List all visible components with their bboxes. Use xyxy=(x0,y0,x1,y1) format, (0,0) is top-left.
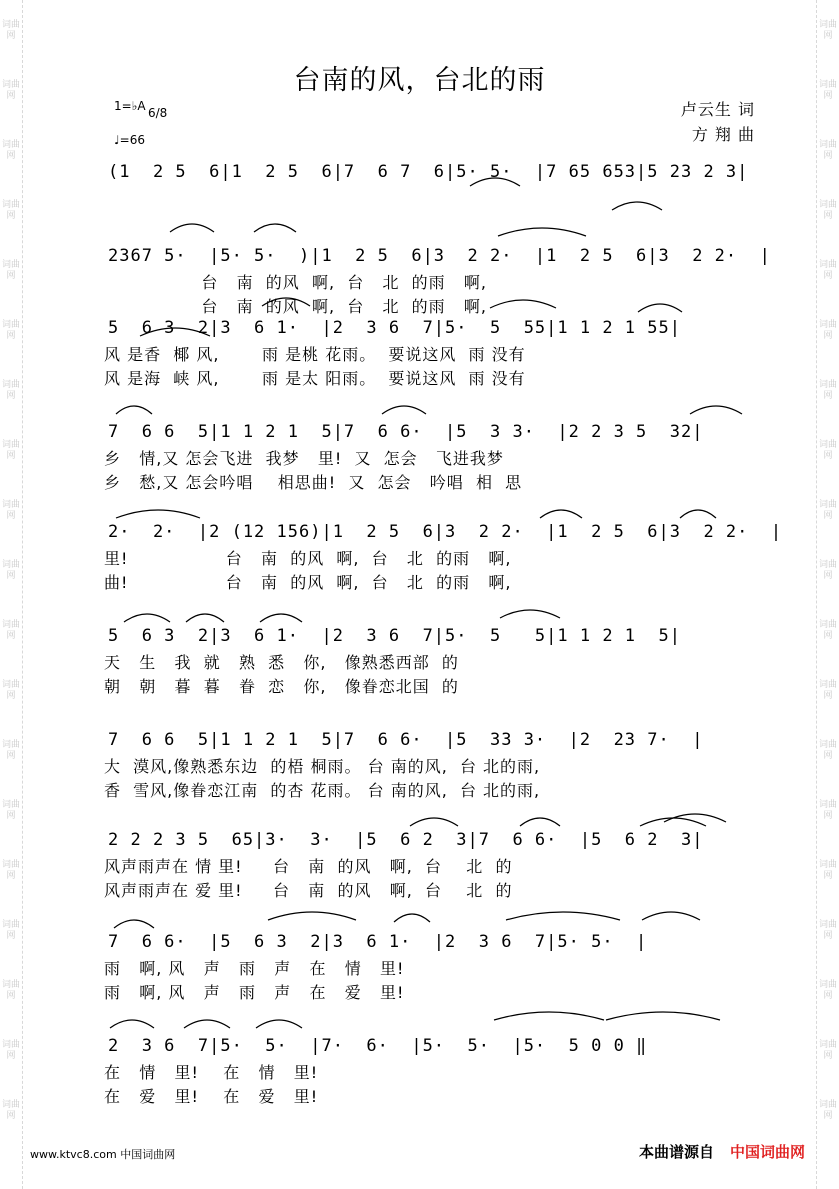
watermark-text: 词曲网 xyxy=(818,620,837,641)
watermark-text: 词曲网 xyxy=(1,200,20,221)
tempo-mark: ♩=66 xyxy=(114,133,145,147)
notation-line: 5 6 3 2|3 6 1· |2 3 6 7|5· 5 5|1 1 2 1 5| xyxy=(108,626,681,646)
lyric-line: 风声雨声在 爱 里! 台 南 的风 啊, 台 北 的 xyxy=(104,881,513,900)
watermark-text: 词曲网 xyxy=(818,1040,837,1061)
watermark-text: 词曲网 xyxy=(1,20,20,41)
slur-arc xyxy=(638,304,682,312)
notation-line: 7 6 6 5|1 1 2 1 5|7 6 6· |5 3 3· |2 2 3 5 32| xyxy=(108,422,704,442)
lyric-line: 天 生 我 就 熟 悉 你, 像熟悉西部 的 xyxy=(104,653,459,672)
slur-arc xyxy=(520,818,560,826)
slur-arc xyxy=(114,920,154,928)
slur-arc xyxy=(498,228,586,236)
lyricist-credit: 卢云生 词 xyxy=(680,100,755,119)
watermark-text: 词曲网 xyxy=(1,1040,20,1061)
key-signature: 1=♭A xyxy=(114,99,146,113)
watermark-text: 词曲网 xyxy=(818,980,837,1001)
footer-site: www.ktvc8.com 中国词曲网 xyxy=(30,1148,176,1161)
watermark-text: 词曲网 xyxy=(1,740,20,761)
watermark-text: 词曲网 xyxy=(818,1100,837,1121)
watermark-text: 词曲网 xyxy=(818,440,837,461)
slur-arc xyxy=(110,1020,154,1028)
watermark-text: 词曲网 xyxy=(818,800,837,821)
footer-source xyxy=(639,1141,805,1162)
watermark-text: 词曲网 xyxy=(1,800,20,821)
footer-brand: 中国词曲网 xyxy=(729,1143,805,1161)
watermark-text: 词曲网 xyxy=(1,1100,20,1121)
slur-arc xyxy=(410,818,458,826)
slur-arc xyxy=(256,1020,302,1028)
watermark-text: 词曲网 xyxy=(818,320,837,341)
notation-line: (1 2 5 6|1 2 5 6|7 6 7 6|5· 5· |7 65 653|5 23 2 3| xyxy=(108,162,749,182)
notation-line: 2 3 6 7|5· 5· |7· 6· |5· 5· |5· 5 0 0 ‖ xyxy=(108,1036,648,1056)
left-watermark-strip xyxy=(0,0,23,1189)
notation-line: 7 6 6 5|1 1 2 1 5|7 6 6· |5 33 3· |2 23 7· | xyxy=(108,730,704,750)
key-signature-block xyxy=(114,99,168,147)
watermark-text: 词曲网 xyxy=(1,920,20,941)
slur-arc xyxy=(184,1020,230,1028)
watermark-text: 词曲网 xyxy=(1,140,20,161)
slur-arc xyxy=(640,818,706,826)
lyric-line: 在 情 里! 在 情 里! xyxy=(104,1063,319,1082)
watermark-text: 词曲网 xyxy=(818,560,837,581)
lyric-line: 风声雨声在 情 里! 台 南 的风 啊, 台 北 的 xyxy=(104,857,513,876)
watermark-text: 词曲网 xyxy=(818,500,837,521)
lyric-line: 台 南 的风 啊, 台 北 的雨 啊, xyxy=(104,273,488,292)
slur-arc xyxy=(664,814,726,822)
watermark-text: 词曲网 xyxy=(818,740,837,761)
slur-arc xyxy=(394,914,430,922)
slur-arc xyxy=(124,614,170,622)
slur-arc xyxy=(260,614,302,622)
slur-arc xyxy=(680,510,716,518)
notation-line: 7 6 6· |5 6 3 2|3 6 1· |2 3 6 7|5· 5· | xyxy=(108,932,648,952)
lyric-line: 曲! 台 南 的风 啊, 台 北 的雨 啊, xyxy=(104,573,512,592)
lyric-line: 风 是海 峡 风, 雨 是太 阳雨。 要说这风 雨 没有 xyxy=(104,369,526,388)
lyric-line: 里! 台 南 的风 啊, 台 北 的雨 啊, xyxy=(104,549,512,568)
watermark-text: 词曲网 xyxy=(818,680,837,701)
slur-arc xyxy=(506,912,620,920)
notation-line: 5 6 3 2|3 6 1· |2 3 6 7|5· 5 55|1 1 2 1 55| xyxy=(108,318,681,338)
slur-arc xyxy=(540,510,582,518)
watermark-text: 词曲网 xyxy=(818,200,837,221)
right-watermark-strip xyxy=(816,0,839,1189)
lyric-line: 雨 啊, 风 声 雨 声 在 爱 里! xyxy=(104,983,405,1002)
slur-arc xyxy=(170,224,214,232)
lyric-line: 风 是香 椰 风, 雨 是桃 花雨。 要说这风 雨 没有 xyxy=(104,345,526,364)
slur-arc xyxy=(268,912,356,920)
composer-credit: 方 翔 曲 xyxy=(691,125,755,144)
lyric-line: 乡 情,又 怎会飞进 我梦 里! 又 怎会 飞进我梦 xyxy=(104,449,504,468)
notation-line: 2 2 2 3 5 65|3· 3· |5 6 2 3|7 6 6· |5 6 2 3| xyxy=(108,830,704,850)
slur-arc xyxy=(690,406,742,414)
slur-arc xyxy=(186,614,224,622)
watermark-text: 词曲网 xyxy=(1,500,20,521)
watermark-text: 词曲网 xyxy=(1,320,20,341)
watermark-text: 词曲网 xyxy=(1,80,20,101)
notation-line: 2· 2· |2 (12 156)|1 2 5 6|3 2 2· |1 2 5 6|3 2 2· | xyxy=(108,522,783,542)
watermark-text: 词曲网 xyxy=(1,680,20,701)
song-title: 台南的风，台北的雨 xyxy=(293,65,546,96)
watermark-text: 词曲网 xyxy=(818,140,837,161)
watermark-text: 词曲网 xyxy=(1,380,20,401)
slur-arc xyxy=(382,406,426,414)
slur-arc xyxy=(254,224,296,232)
watermark-text: 词曲网 xyxy=(818,80,837,101)
lyric-line: 台 南 的风 啊, 台 北 的雨 啊, xyxy=(104,297,488,316)
slur-arc xyxy=(500,610,560,618)
notation-line: 2367 5· |5· 5· )|1 2 5 6|3 2 2· |1 2 5 6|3 2 2· | xyxy=(108,246,771,266)
slur-arc xyxy=(490,300,556,308)
watermark-text: 词曲网 xyxy=(1,980,20,1001)
watermark-text: 词曲网 xyxy=(1,440,20,461)
slur-arc xyxy=(116,406,152,414)
time-signature: 6/8 xyxy=(148,106,168,120)
watermark-text: 词曲网 xyxy=(1,260,20,281)
watermark-text: 词曲网 xyxy=(818,380,837,401)
watermark-text: 词曲网 xyxy=(1,860,20,881)
lyric-line: 香 雪风,像眷恋江南 的杏 花雨。 台 南的风, 台 北的雨, xyxy=(104,781,541,800)
slur-arc xyxy=(606,1012,720,1020)
watermark-text: 词曲网 xyxy=(818,260,837,281)
watermark-text: 词曲网 xyxy=(818,920,837,941)
footer-source-label: 本曲谱源自 xyxy=(638,1143,714,1161)
lyric-line: 雨 啊, 风 声 雨 声 在 情 里! xyxy=(104,959,405,978)
slur-arc xyxy=(116,510,200,518)
slur-arc xyxy=(642,912,700,920)
lyric-line: 乡 愁,又 怎会吟唱 相思曲! 又 怎会 吟唱 相 思 xyxy=(104,473,523,492)
lyric-line: 朝 朝 暮 暮 眷 恋 你, 像眷恋北国 的 xyxy=(104,677,459,696)
watermark-text: 词曲网 xyxy=(818,860,837,881)
slur-arc xyxy=(612,202,662,210)
watermark-text: 词曲网 xyxy=(1,620,20,641)
watermark-text: 词曲网 xyxy=(1,560,20,581)
lyric-line: 在 爱 里! 在 爱 里! xyxy=(104,1087,319,1106)
slur-arc xyxy=(494,1012,604,1020)
watermark-text: 词曲网 xyxy=(818,20,837,41)
lyric-line: 大 漠风,像熟悉东边 的梧 桐雨。 台 南的风, 台 北的雨, xyxy=(104,757,541,776)
